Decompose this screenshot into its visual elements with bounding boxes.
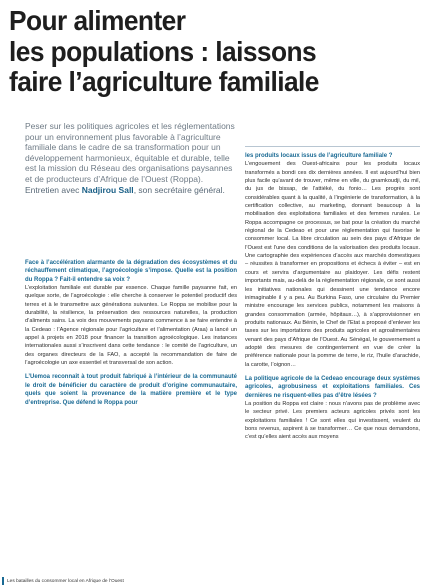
page-footer (0, 576, 240, 587)
answer-1: L’exploitation familiale est durable par essence. Chaque famille paysanne fait, en quelque sorte, de l’agroécologie : elle cherche à conserver le potentiel productif des terres et à le transmettre aux générations suivantes. Le Roppa se mobilise pour la durabilité, la résilience, la préservation des ressources naturelles, la production d’aliments sains. La voix des mouvements paysans commence à se faire entendre à la Cedeao : l’Agence régionale pour l’agriculture et l’alimentation (Araa) a lancé un appel à projets en 2018 pour financer la transition agroécologique. Les instances internationales aussi s’inscrivent dans cette tendance : le comité de l’agriculture, un des organes directeurs de la FAO, a accepté la recommandation de faire de l’agroécologie un axe essentiel et transversal de son action. (25, 285, 237, 367)
question-2: L’Uemoa reconnaît à tout produit fabriqué à l’intérieur de la communauté le droit de bénéficier du caractère de produit d’origine communautaire, quels que soient la provenance de la matière première et le type d’entreprise. Que défend le Roppa pour (25, 374, 237, 406)
footer-bar-icon (2, 577, 4, 585)
answer-2: L’engouement des Ouest-africains pour les produits locaux transformés a bondi ces dix dernières années. Il est aujourd’hui bien plus facile qu’avant de trouver, même en ville, du gnamkoudji, du mil, du jus de bissap, de l’attiéké, du fonio… Les progrès sont considérables quant à la qualité, à l’ingénierie de transformation, à la certification collective, au marketing, donnant beaucoup à la mobilisation des exploitations familiales et des femmes rurales. Le Roppa accompagne ce processus, se bat pour la création du marché régional de la Cedeao et pour une réglementation qui favorise le consommer local. La libre circulation au sein des pays d’Afrique de l’Ouest est l’une des conditions de la valorisation des produits locaux. Une cartographie des expériences d’accès aux marchés domestiques – réussites à transformer en propositions et échecs à éviter – est en cours et servira d’argumentaire au plaidoyer. Les défis restent importants mais, au-delà de la réglementation régionale, ce sont aussi les initiatives nationales qui dessinent une tendance encore inimaginable il y a peu. Au Burkina Faso, une circulaire du Premier ministre encourage les services publics, notamment les maisons à grandes consommation (armée, hôpitaux…), à s’approvisionner en produits nationaux. Au Bénin, le Chef de l’Etat a proposé d’enlever les taxes sur les importations des produits agricoles et agroalimentaires venant des pays d’Afrique de l’Ouest. Au Sénégal, le gouvernement a adopté des mesures de contingentement en vue de créer la préférence nationale pour la pomme de terre, le riz, l’huile d’arachide, la carotte, l’oignon… (245, 161, 420, 368)
intro-author-suffix: , son secrétaire général. (133, 184, 225, 195)
question-1: Face à l’accélération alarmante de la dégradation des écosystèmes et du réchauffement climatique, l’agroécologie s’impose. Quelle est la position du Roppa ? Fait-il entendre sa voix ? (25, 260, 237, 283)
footer-text: Les batailles du consommer local en Afrique de l’Ouest (7, 579, 124, 584)
title-line-3: faire l’agriculture familiale (9, 66, 319, 97)
question-3: La politique agricole de la Cedeao encourage deux systèmes agricoles, agrobusiness et exploitations familiales. Ces dernières ne risquent-elles pas d’être lésées ? (245, 375, 420, 399)
question-2-continued: les produits locaux issus de l’agriculture familiale ? (245, 153, 393, 159)
left-column (25, 259, 237, 407)
right-column (245, 152, 420, 448)
answer-3: La position du Roppa est claire : nous n’avons pas de problème avec le secteur privé. Les premiers acteurs agricoles privés sont les exploitations familiales ! Ce sont elles qui investissent, veulent du bons revenus, aspirent à se transformer… Ce que nous demandons, c’est qu’elles aient accès aux moyens (245, 400, 420, 441)
intro-text: Peser sur les politiques agricoles et les réglementations pour un environnement plus favorable à l’agriculture familiale dans le cadre de sa transformation pour un développement harmonieux, équitable et durable, telle est la mission du Réseau des organisations paysannes et de producteurs d’Afrique de l’Ouest (Roppa). (25, 121, 235, 184)
title-line-2: les populations : laissons (9, 35, 317, 67)
article-intro (25, 121, 237, 195)
intro-author-line (25, 185, 225, 195)
article-title (9, 6, 399, 98)
intro-author-prefix: Entretien avec (25, 184, 80, 195)
title-line-1: Pour alimenter (9, 5, 186, 36)
intro-author-name: Nadjirou Sall (81, 184, 134, 195)
column-divider (245, 146, 420, 147)
